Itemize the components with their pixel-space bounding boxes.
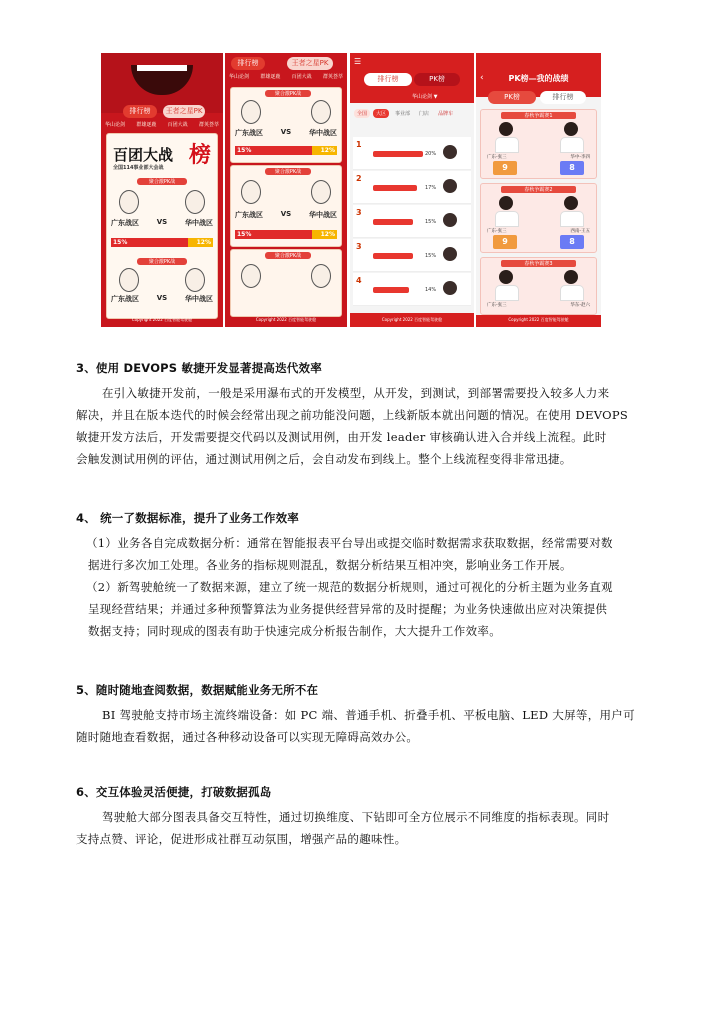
percent: 15%: [425, 219, 437, 225]
avatar: [241, 264, 261, 288]
battle-label: 聚合激PK战: [265, 90, 311, 97]
battle-label: 聚合激PK战: [265, 168, 311, 175]
matchup-row: [111, 294, 213, 304]
section-paragraph: [76, 704, 656, 748]
avatar: [443, 145, 457, 159]
percent: 20%: [425, 151, 437, 157]
right-team: 华中战区: [309, 129, 337, 137]
avatar: [311, 264, 331, 288]
nav-item[interactable]: 百团大战: [291, 74, 312, 80]
avatar: [443, 213, 457, 227]
battle-card[interactable]: [480, 183, 597, 253]
battle-card[interactable]: [480, 109, 597, 179]
poster-mouth-graphic: [101, 53, 223, 113]
menu-icon[interactable]: ☰: [354, 57, 362, 66]
avatar: [311, 180, 331, 204]
right-pct: 12%: [320, 147, 335, 154]
list-item[interactable]: [353, 239, 471, 272]
segment[interactable]: 门店: [419, 111, 430, 117]
screenshot-ranking-list: [350, 53, 474, 327]
left-team: 广东战区: [111, 219, 139, 227]
nav-item[interactable]: 群英荟萃: [322, 74, 343, 80]
progress-bar: [373, 287, 409, 293]
left-pct: 15%: [113, 239, 128, 246]
avatar: [241, 180, 261, 204]
tab-pk[interactable]: PK榜: [488, 91, 536, 104]
page-title: PK榜—我的战绩: [508, 74, 569, 83]
player-photo: [560, 122, 582, 152]
paragraph-line: BI 驾驶舱支持市场主流终端设备：如 PC 端、普通手机、折叠手机、平板电脑、LED 大屏等，用户可: [102, 708, 635, 722]
section-heading: 4、 统一了数据标准，提升了业务工作效率: [76, 511, 300, 525]
left-pct: 15%: [237, 231, 252, 238]
section-paragraph: [76, 532, 656, 642]
list-item[interactable]: [353, 137, 471, 170]
tab-ranking[interactable]: 排行榜: [540, 91, 586, 104]
avatar: [119, 268, 139, 292]
paragraph-line: 据进行多次加工处理。各业务的指标规则混乱，数据分析结果互相冲突，影响业务工作开展。: [88, 558, 572, 572]
player-photo: [495, 122, 517, 152]
right-score: 8: [560, 161, 584, 175]
matchup-row: [111, 218, 213, 228]
right-team: 华中战区: [185, 295, 213, 303]
segment[interactable]: 大区: [373, 109, 389, 118]
paragraph-line: 解决，并且在版本迭代的时候会经常出现之前功能没问题，上线新版本就出问题的情况。在使用 DEVOPS: [76, 408, 629, 422]
progress-bar: [373, 185, 417, 191]
right-player: 西南-王五: [570, 229, 590, 234]
left-score: 9: [493, 161, 517, 175]
paragraph-line: 驾驶舱大部分图表具备交互特性，通过切换维度、下钻即可全方位展示不同维度的指标表现。同时: [102, 810, 610, 824]
percent: 14%: [425, 287, 437, 293]
left-score: 9: [493, 235, 517, 249]
right-pct: 12%: [320, 231, 335, 238]
right-pct: 12%: [196, 239, 211, 246]
matchup-card: [230, 165, 342, 247]
paragraph-line: 会触发测试用例的评估，通过测试用例之后，会自动发布到线上。整个上线流程变得非常迅捷。: [76, 452, 572, 466]
section-heading: 6、交互体验灵活便捷，打破数据孤岛: [76, 785, 272, 799]
battle-title: 春秋争霸赛3: [501, 260, 576, 267]
poster-subtitle: 全国114事业部大会战: [113, 165, 164, 171]
screenshot-pk-matchups: [225, 53, 347, 327]
rank: 4: [356, 276, 362, 285]
filter-select[interactable]: 华山论剑 ▼: [412, 94, 438, 100]
footer-copyright: Copyright 2022 百度智能驾驶舱: [255, 317, 317, 322]
left-player: 广东-张三: [487, 303, 507, 308]
tab-ranking[interactable]: 排行榜: [364, 73, 412, 86]
nav-item[interactable]: 百团大战: [167, 122, 188, 128]
section-paragraph: [76, 382, 656, 470]
sub-nav: [229, 73, 343, 80]
tab-king-pk[interactable]: 王者之星PK: [163, 105, 205, 118]
screenshot-my-record: [476, 53, 601, 327]
segment[interactable]: 全国: [354, 109, 370, 118]
screenshot-hundred-regiments: [101, 53, 223, 327]
vs-label: VS: [280, 210, 292, 218]
vs-label: VS: [280, 128, 292, 136]
app-screenshots: [101, 53, 601, 327]
paragraph-line: 支持点赞、评论，促进形成社群互动氛围，增强产品的趣味性。: [76, 832, 407, 846]
segment[interactable]: 事业部: [395, 111, 411, 117]
tab-ranking[interactable]: 排行榜: [231, 57, 265, 70]
nav-item[interactable]: 群雄逐鹿: [260, 74, 281, 80]
matchup-row: [235, 210, 337, 220]
left-team: 广东战区: [111, 295, 139, 303]
rank: 3: [356, 242, 362, 251]
left-pct: 15%: [237, 147, 252, 154]
paragraph-line: 数据支持；同时现成的图表有助于快速完成分析报告制作，大大提升工作效率。: [88, 624, 501, 638]
nav-item[interactable]: 华山论剑: [105, 122, 126, 128]
matchup-card: [230, 249, 342, 317]
segment[interactable]: 品牌车: [438, 111, 454, 117]
rank: 3: [356, 208, 362, 217]
avatar: [443, 179, 457, 193]
section-paragraph: [76, 806, 656, 850]
tab-ranking[interactable]: 排行榜: [123, 105, 157, 118]
avatar: [443, 247, 457, 261]
progress-bar: [373, 253, 413, 259]
score-bar: [235, 230, 337, 239]
battle-label: 聚合激PK战: [137, 178, 187, 185]
footer-copyright: Copyright 2022 百度智能驾驶舱: [131, 317, 193, 322]
nav-item[interactable]: 群英荟萃: [198, 122, 219, 128]
paragraph-line: （2）新驾驶舱统一了数据来源，建立了统一规范的数据分析规则，通过可视化的分析主题为业务直观: [86, 580, 613, 594]
back-icon[interactable]: ‹: [480, 73, 484, 83]
avatar: [185, 190, 205, 214]
matchup-row: [235, 128, 337, 138]
score-bar: [235, 146, 337, 155]
battle-title: 春秋争霸赛1: [501, 112, 576, 119]
list-item[interactable]: [353, 171, 471, 204]
left-player: 广东-张三: [487, 229, 507, 234]
player-photo: [560, 196, 582, 226]
list-item[interactable]: [353, 273, 471, 306]
rank: 1: [356, 140, 362, 149]
left-team: 广东战区: [235, 129, 263, 137]
battle-card[interactable]: [480, 257, 597, 315]
poster-title: 百团大战: [113, 146, 174, 164]
poster-card: [106, 133, 218, 319]
nav-item[interactable]: 群雄逐鹿: [136, 122, 157, 128]
vs-label: VS: [156, 294, 168, 302]
paragraph-line: 在引入敏捷开发前，一般是采用瀑布式的开发模型，从开发，到测试，到部署需要投入较多人力来: [102, 386, 610, 400]
percent: 17%: [425, 185, 437, 191]
paragraph-line: （1）业务各自完成数据分析：通常在智能报表平台导出或提交临时数据需求获取数据，经常需要对数: [86, 536, 613, 550]
right-team: 华中战区: [185, 219, 213, 227]
sub-nav: [105, 121, 219, 128]
left-player: 广东-张三: [487, 155, 507, 160]
player-photo: [495, 270, 517, 300]
paragraph-line: 随时随地查看数据，通过各种移动设备可以实现无障碍高效办公。: [76, 730, 419, 744]
avatar: [185, 268, 205, 292]
progress-bar: [373, 219, 413, 225]
percent: 15%: [425, 253, 437, 259]
nav-item[interactable]: 华山论剑: [229, 74, 250, 80]
avatar: [119, 190, 139, 214]
footer-copyright: Copyright 2022 百度智能驾驶舱: [508, 317, 569, 322]
avatar: [241, 100, 261, 124]
right-player: 华东-赵六: [570, 303, 590, 308]
score-bar: [111, 238, 213, 247]
right-player: 华中-李四: [570, 155, 590, 160]
paragraph-line: 呈现经营结果；并通过多种预警算法为业务提供经营异常的及时提醒；为业务快速做出应对决策提供: [88, 602, 608, 616]
rank: 2: [356, 174, 362, 183]
progress-bar: [373, 151, 423, 157]
footer-copyright: Copyright 2022 百度智能驾驶舱: [381, 317, 443, 322]
tab-king-pk[interactable]: 王者之星PK: [287, 57, 333, 70]
battle-label: 聚合激PK战: [265, 252, 311, 259]
vs-label: VS: [156, 218, 168, 226]
player-photo: [495, 196, 517, 226]
segment-bar: [354, 109, 470, 118]
tab-pk[interactable]: PK榜: [414, 73, 460, 86]
list-item[interactable]: [353, 205, 471, 238]
matchup-card: [230, 87, 342, 163]
avatar: [311, 100, 331, 124]
right-team: 华中战区: [309, 211, 337, 219]
section-heading: 5、随时随地查阅数据，数据赋能业务无所不在: [76, 683, 319, 697]
player-photo: [560, 270, 582, 300]
right-score: 8: [560, 235, 584, 249]
paragraph-line: 敏捷开发方法后，开发需要提交代码以及测试用例，由开发 leader 审核确认进入合并线上流程。此时: [76, 430, 607, 444]
left-team: 广东战区: [235, 211, 263, 219]
avatar: [443, 281, 457, 295]
battle-title: 春秋争霸赛2: [501, 186, 576, 193]
section-heading: 3、使用 DEVOPS 敏捷开发显著提高迭代效率: [76, 361, 322, 375]
battle-label: 聚合激PK战: [137, 258, 187, 265]
poster-title-big: 榜: [188, 143, 211, 168]
